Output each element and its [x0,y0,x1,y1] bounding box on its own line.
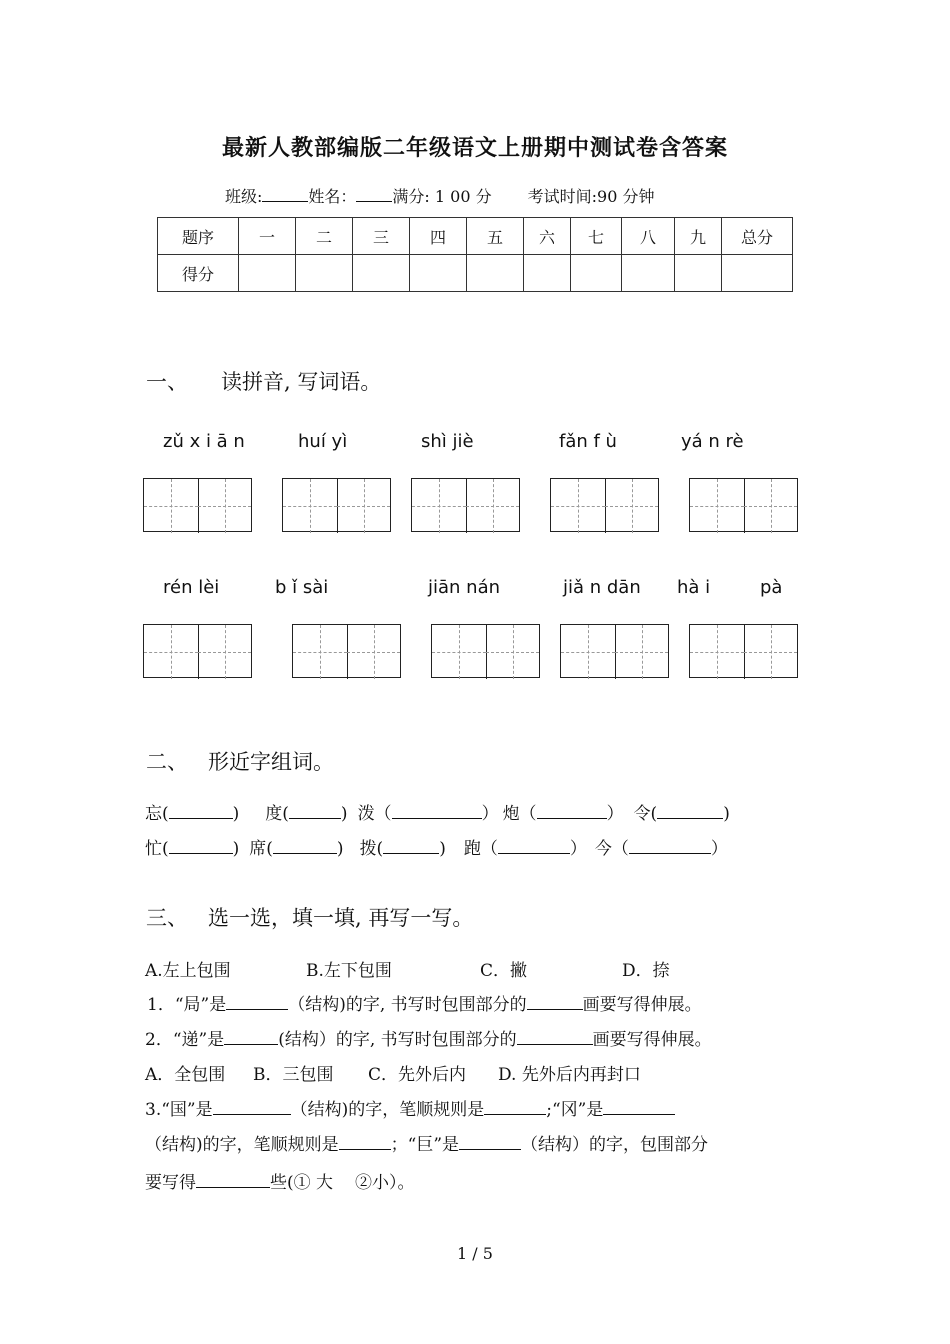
score-table-score-row [158,255,793,292]
section-3-title: 选一选，填一填, 再写一写。 [208,906,474,930]
pinyin-label: jiān nán [428,577,501,598]
exam-time: 考试时间:90 分钟 [527,187,655,206]
question-text: 画要写得伸展。 [592,1030,712,1050]
score-cell[interactable] [296,255,353,292]
option-c: C．撇 [480,961,528,981]
table-cell: 九 [675,218,722,255]
option-b: B.左下包围 [306,961,392,981]
table-cell: 六 [524,218,571,255]
table-cell: 题序 [158,218,239,255]
table-cell: 五 [467,218,524,255]
word-char: 今（ [594,839,629,859]
question-3-line-3 [145,1168,415,1193]
name-label: 姓名： [308,187,357,206]
answer-blank[interactable] [224,1028,278,1045]
score-cell[interactable] [524,255,571,292]
question-text: 3.“国”是 [145,1100,213,1120]
pinyin-label: yá n rè [681,431,744,452]
question-text: ；“巨”是 [390,1135,460,1155]
word-close: ） [481,804,499,824]
question-text: 要写得 [145,1173,196,1193]
option-b: B．三包围 [253,1065,334,1085]
question-text: （结构)的字, 书写时包围部分的 [288,995,527,1015]
word-close: ) [439,839,446,859]
pinyin-label: jiǎ n dān [563,577,641,598]
word-close: ） [569,839,587,859]
pinyin-label: shì jiè [421,431,474,452]
writing-grid-box[interactable] [689,624,798,678]
table-cell: 得分 [158,255,239,292]
score-cell[interactable] [410,255,467,292]
question-text: ;“冈”是 [546,1100,604,1120]
question-text: 画要写得伸展。 [582,995,702,1015]
option-d: D．捺 [622,961,670,981]
answer-blank[interactable] [196,1171,270,1188]
writing-grid-box[interactable] [560,624,669,678]
answer-blank[interactable] [498,837,570,854]
question-text: 2．“递”是 [145,1030,225,1050]
answer-blank[interactable] [392,802,482,819]
answer-blank[interactable] [527,993,583,1010]
section-1-number: 一、 [146,370,188,394]
pinyin-label: rén lèi [163,577,220,598]
answer-blank[interactable] [169,802,233,819]
word-close: ) [232,804,240,824]
question-3-line-2 [145,1130,708,1155]
page-number: 1 / 5 [457,1244,493,1263]
answer-blank[interactable] [657,802,723,819]
exam-info-line [225,184,654,207]
question-1 [147,990,702,1015]
table-cell: 三 [353,218,410,255]
pinyin-label: zǔ x i ā n [163,431,245,452]
score-table [157,217,793,292]
answer-blank[interactable] [289,802,341,819]
writing-grid-box[interactable] [282,478,391,532]
section-2-title: 形近字组词。 [208,750,334,774]
question-text: （结构)的字，笔顺规则是 [290,1100,485,1120]
option-a: A.左上包围 [145,961,231,981]
word-close: ) [340,804,348,824]
pinyin-label: huí yì [298,431,348,452]
question-2 [145,1025,712,1050]
writing-grid-box[interactable] [411,478,520,532]
writing-grid-box[interactable] [431,624,540,678]
option-d: D. 先外后内再封口 [498,1065,641,1085]
question-text: （结构)的字，笔顺规则是 [145,1135,339,1155]
word-char: 跑（ [463,839,498,859]
option-c: C．先外后内 [368,1065,467,1085]
word-char: 忙( [145,839,169,859]
question-text: ②小）。 [355,1173,415,1193]
writing-grid-box[interactable] [292,624,401,678]
score-cell[interactable] [722,255,793,292]
table-cell: 七 [571,218,622,255]
word-group-row-2 [145,834,728,859]
word-char: 炮（ [502,804,537,824]
question-text: (结构）的字, 书写时包围部分的 [278,1030,517,1050]
score-table-header-row [158,218,793,255]
option-a: A．全包围 [145,1065,226,1085]
word-char: 泼（ [357,804,392,824]
pinyin-label: fǎn f ù [559,431,617,452]
word-close: ) [232,839,240,859]
table-cell: 二 [296,218,353,255]
table-cell: 总分 [722,218,793,255]
word-char: 令( [633,804,658,824]
score-cell[interactable] [571,255,622,292]
word-close: ) [723,804,730,824]
pinyin-label: hà i [677,577,711,598]
writing-grid-box[interactable] [550,478,659,532]
section-2-number: 二、 [146,750,188,774]
question-text: （结构）的字，包围部分 [521,1135,709,1155]
word-close: ) [336,839,344,859]
writing-grid-box[interactable] [689,478,798,532]
answer-blank[interactable] [339,1133,391,1150]
answer-blank[interactable] [459,1133,521,1150]
word-char: 拨( [359,839,384,859]
answer-blank[interactable] [484,1098,546,1115]
score-cell[interactable] [239,255,296,292]
section-1-title: 读拼音, 写词语。 [221,370,382,394]
answer-blank[interactable] [273,837,337,854]
score-cell[interactable] [467,255,524,292]
answer-blank[interactable] [517,1028,593,1045]
word-char: 席( [249,839,273,859]
page-title: 最新人教部编版二年级语文上册期中测试卷含答案 [221,135,728,161]
answer-blank[interactable] [537,802,607,819]
word-group-row-1 [145,799,730,824]
word-char: 忘( [145,804,169,824]
table-cell: 一 [239,218,296,255]
question-text: 些(① 大 [270,1173,334,1193]
pinyin-label: pà [760,577,783,598]
answer-blank[interactable] [603,1098,675,1115]
score-cell[interactable] [675,255,722,292]
answer-blank[interactable] [213,1098,291,1115]
word-char: 度( [265,804,289,824]
class-label: 班级: [225,187,263,206]
answer-blank[interactable] [383,837,439,854]
word-close: ） [606,804,624,824]
word-close: ） [710,839,728,859]
question-3-line-1 [145,1095,675,1120]
answer-blank[interactable] [169,837,233,854]
table-cell: 八 [622,218,675,255]
full-score: 满分: 1 00 分 [392,187,492,206]
pinyin-label: b ǐ sài [275,577,329,598]
answer-blank[interactable] [226,993,288,1010]
score-cell[interactable] [353,255,410,292]
writing-grid-box[interactable] [143,478,252,532]
answer-blank[interactable] [629,837,711,854]
class-blank[interactable] [262,185,308,202]
table-cell: 四 [410,218,467,255]
section-3-number: 三、 [146,906,188,930]
question-text: 1．“局”是 [147,995,227,1015]
name-blank[interactable] [356,185,392,202]
score-cell[interactable] [622,255,675,292]
writing-grid-box[interactable] [143,624,252,678]
